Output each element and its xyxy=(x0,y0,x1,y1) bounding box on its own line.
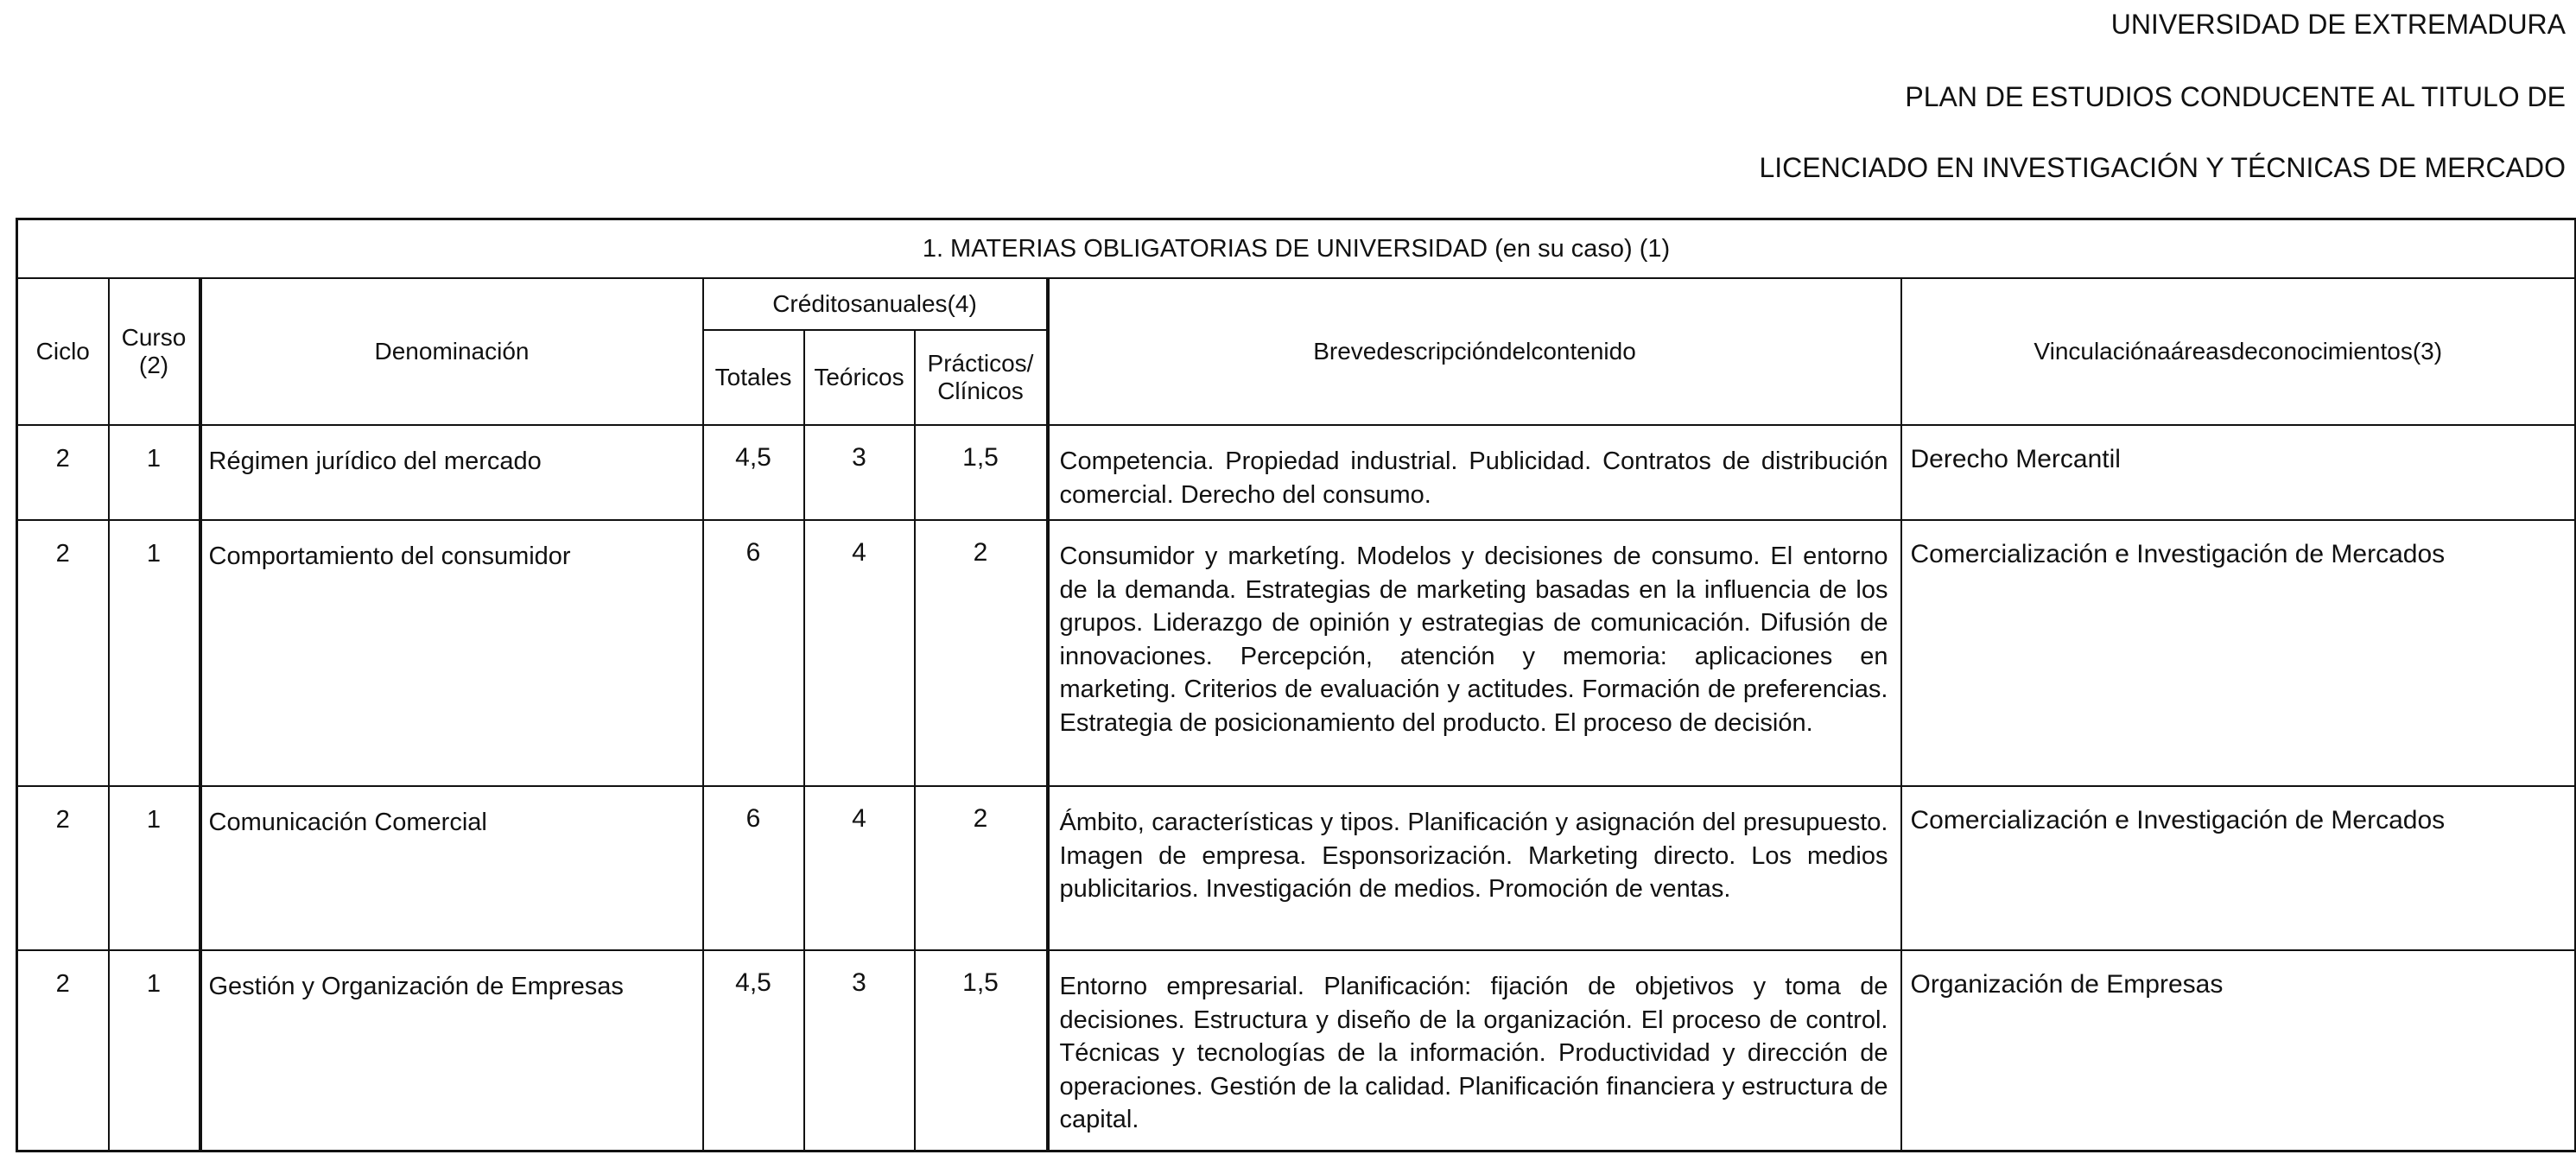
row-area: Comercialización e Investigación de Mercados xyxy=(1901,520,2576,786)
row-teoricos: 3 xyxy=(804,950,915,1151)
row-denominacion: Comunicación Comercial xyxy=(200,786,703,950)
header-curso: Curso (2) xyxy=(109,278,200,425)
row-practicos: 1,5 xyxy=(915,425,1048,520)
header-totales: Totales xyxy=(703,330,804,425)
row-teoricos: 3 xyxy=(804,425,915,520)
subjects-table xyxy=(16,218,2576,1152)
header-creditos: Créditosanuales(4) xyxy=(703,278,1048,330)
row-curso: 1 xyxy=(109,786,200,950)
row-totales: 4,5 xyxy=(703,950,804,1151)
university-name: UNIVERSIDAD DE EXTREMADURA xyxy=(2110,9,2566,40)
row-area: Comercialización e Investigación de Mercados xyxy=(1901,786,2576,950)
row-descripcion: Ámbito, características y tipos. Planificación y asignación del presupuesto. Imagen de empresa. Esponsorización. Marketing directo. Los medios publicitarios. Investigación de medios. Promoción de ventas. xyxy=(1048,786,1901,950)
header-descripcion: Brevedescripcióndelcontenido xyxy=(1048,278,1901,425)
row-curso: 1 xyxy=(109,425,200,520)
table-title: 1. MATERIAS OBLIGATORIAS DE UNIVERSIDAD (en su caso) (1) xyxy=(17,219,2576,279)
row-ciclo: 2 xyxy=(17,520,109,786)
row-practicos: 2 xyxy=(915,786,1048,950)
row-totales: 6 xyxy=(703,520,804,786)
row-denominacion: Gestión y Organización de Empresas xyxy=(200,950,703,1151)
table-row xyxy=(17,950,2576,1151)
row-descripcion: Entorno empresarial. Planificación: fijación de objetivos y toma de decisiones. Estructura y diseño de la organización. El proceso de control. Técnicas y tecnologías de la información. Productividad y dirección de operaciones. Gestión de la calidad. Planificación financiera y estructura de capital. xyxy=(1048,950,1901,1151)
row-totales: 6 xyxy=(703,786,804,950)
degree-title: LICENCIADO EN INVESTIGACIÓN Y TÉCNICAS DE MERCADO xyxy=(1759,152,2566,183)
row-ciclo: 2 xyxy=(17,425,109,520)
row-denominacion: Régimen jurídico del mercado xyxy=(200,425,703,520)
header-vinculacion: Vinculaciónaáreasdeconocimientos(3) xyxy=(1901,278,2576,425)
header-ciclo: Ciclo xyxy=(17,278,109,425)
plan-title: PLAN DE ESTUDIOS CONDUCENTE AL TITULO DE xyxy=(1905,81,2566,112)
table-row xyxy=(17,786,2576,950)
row-descripcion: Competencia. Propiedad industrial. Publicidad. Contratos de distribución comercial. Derecho del consumo. xyxy=(1048,425,1901,520)
row-ciclo: 2 xyxy=(17,786,109,950)
header-denominacion: Denominación xyxy=(200,278,703,425)
row-teoricos: 4 xyxy=(804,520,915,786)
header-practicos: Prácticos/ Clínicos xyxy=(915,330,1048,425)
header-teoricos: Teóricos xyxy=(804,330,915,425)
row-teoricos: 4 xyxy=(804,786,915,950)
row-area: Organización de Empresas xyxy=(1901,950,2576,1151)
table-row xyxy=(17,425,2576,520)
row-denominacion: Comportamiento del consumidor xyxy=(200,520,703,786)
row-curso: 1 xyxy=(109,520,200,786)
row-ciclo: 2 xyxy=(17,950,109,1151)
row-practicos: 2 xyxy=(915,520,1048,786)
document-header xyxy=(1759,0,2566,181)
row-totales: 4,5 xyxy=(703,425,804,520)
row-practicos: 1,5 xyxy=(915,950,1048,1151)
row-curso: 1 xyxy=(109,950,200,1151)
row-area: Derecho Mercantil xyxy=(1901,425,2576,520)
table-row xyxy=(17,520,2576,786)
row-descripcion: Consumidor y marketíng. Modelos y decisiones de consumo. El entorno de la demanda. Estrategias de marketing basadas en la influencia de los grupos. Liderazgo de opinión y estrategias de comunicación. Difusión de innovaciones. Percepción, atención y memoria: aplicaciones en marketing. Criterios de evaluación y actitudes. Formación de preferencias. Estrategia de posicionamiento del producto. El proceso de decisión. xyxy=(1048,520,1901,786)
